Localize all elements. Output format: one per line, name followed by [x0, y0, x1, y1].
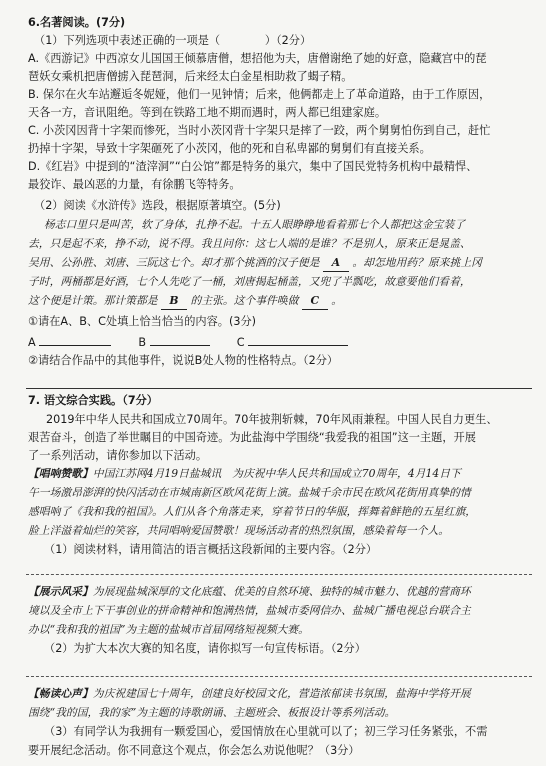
- passage-line5-text: 这个便是计策。那计策都是: [28, 294, 158, 307]
- passage-line3-rest: 。却怎地用药？原来挑上冈: [352, 256, 482, 269]
- sec1-question: （1）阅读材料，请用简洁的语言概括这段新闻的主要内容。（2分）: [44, 543, 378, 556]
- q6-sub1: ①请在A、B、C处填上恰当恰当的内容。(3分): [28, 315, 257, 328]
- sec1-line1-text: 中国江苏网4月19日盐城讯 为庆祝中华人民共和国成立70周年，4月14日下: [92, 467, 461, 480]
- input-a[interactable]: [39, 334, 111, 346]
- label-c: C: [236, 336, 245, 349]
- q6-option-a-line1: A.《西游记》中西凉女儿国国王倾慕唐僧，想招他为夫，唐僧谢绝了她的好意，隐藏宫中的琵: [28, 52, 487, 65]
- label-a: A: [28, 336, 36, 349]
- q6-part2-prompt: （2）阅读《水浒传》选段，根据原著填空。(5分): [34, 199, 281, 212]
- passage-line1: 杨志口里只是叫苦，软了身体，扎挣不起。十五人眼睁睁地看着那七个人都把这金宝装了: [44, 218, 466, 231]
- answer-blank-c[interactable]: C: [302, 293, 328, 310]
- q6-option-c-line2: 扔掉十字架，导致十字架砸死了小茨冈，他的死和自私卑鄙的舅舅们有直接关系。: [28, 142, 431, 155]
- sec3-line1: [28, 686, 532, 702]
- sec2-line1-text: 为展现盐城深厚的文化底蕴、优美的自然环境、独特的城市魅力、优越的营商环: [92, 585, 471, 598]
- answer-line-3: [26, 676, 532, 677]
- answer-line-1: [26, 388, 532, 389]
- passage-line5-mid: 的主张。这个事件唤做: [190, 294, 299, 307]
- q6-part1-prompt: （1）下列选项中表述正确的一项是（ ）（2分）: [34, 34, 312, 47]
- input-b[interactable]: [150, 334, 210, 346]
- sec1-line3: 感唱响了《我和我的祖国》。人们从各个角落走来，穿着节日的华服，挥舞着鲜艳的五星红旗，: [28, 505, 477, 518]
- sec2-question: （2）为扩大本次大赛的知名度，请你拟写一句宣传标语。（2分）: [44, 642, 366, 655]
- answer-row-abc: [28, 334, 532, 351]
- sec1-tag: 【唱响赞歌】: [28, 467, 93, 480]
- sec2-tag: 【展示风采】: [28, 585, 93, 598]
- q7-intro-line3: 了一系列活动，请你参加以下活动。: [28, 449, 208, 462]
- sec2-line1: [28, 584, 532, 600]
- answer-line-2: [26, 574, 532, 575]
- sec3-question-line2: 要开展纪念活动。你不同意这个观点，你会怎么劝说他呢？（3分）: [28, 744, 360, 757]
- sec2-line3: 办以“我和我的祖国”为主题的盐城市首届网络短视频大赛。: [28, 623, 309, 636]
- label-b: B: [138, 336, 147, 349]
- sec2-line2: 境以及全市上下干事创业的拼命精神和饱满热情，盐城市委网信办、盐城广播电视总台联合主: [28, 604, 471, 617]
- answer-blank-b[interactable]: B: [161, 293, 187, 310]
- passage-line5: [28, 293, 532, 310]
- q6-option-d-line2: 最狡诈、最凶恶的力量，有徐鹏飞等特务。: [28, 178, 241, 191]
- q6-option-b-line1: B. 保尔在火车站邂逅冬妮娅，他们一见钟情；后来，他俩都走上了革命道路，由于工作原因，: [28, 88, 491, 101]
- q7-title: 7. 语文综合实践。（7分）: [28, 394, 158, 407]
- passage-line3-text: 吴用、公孙胜、刘唐、三阮这七个。却才那个挑酒的汉子便是: [28, 256, 320, 269]
- sec1-line1: [28, 466, 532, 482]
- sec3-question-line1: （3）有同学认为我拥有一颗爱国心，爱国情放在心里就可以了；初三学习任务紧张，不需: [44, 725, 488, 738]
- input-c[interactable]: [248, 334, 348, 346]
- q6-option-c-line1: C. 小茨冈因背十字架而惨死，当时小茨冈背十字架只是摔了一跤，两个舅舅怕伤到自己，赶忙: [28, 124, 491, 137]
- sec3-line2: 围绕“我的国，我的家”为主题的诗歌朗诵、主题班会、板报设计等系列活动。: [28, 706, 396, 719]
- q6-title: 6.名著阅读。(7分): [28, 16, 126, 29]
- q6-option-a-line2: 琶妖女乘机把唐僧掳入琵琶洞，后来经太白金星相助救了蝎子精。: [28, 70, 353, 83]
- answer-blank-a[interactable]: A: [323, 255, 349, 272]
- sec1-line2: 午一场激昂澎湃的快闪活动在市城南新区欧风花街上演。盐城千余市民在欧风花街用真挚的情: [28, 486, 471, 499]
- passage-line2: 去，只是起不来，挣不动，说不得。我且问你：这七人端的是谁？不是别人，原来正是晁盖、: [28, 237, 471, 250]
- sec3-line1-text: 为庆祝建国七十周年，创建良好校园文化，营造浓郁读书氛围，盐海中学将开展: [92, 687, 471, 700]
- q6-option-d-line1: D.《红岩》中提到的“渣滓洞”“白公馆”都是特务的巢穴，集中了国民党特务机构中最精悍、: [28, 160, 478, 173]
- passage-line5-end: 。: [331, 294, 343, 307]
- q7-intro-line2: 艰苦奋斗，创造了举世瞩目的中国奇迹。为此盐海中学围绕“我爱我的祖国”这一主题，开展: [28, 431, 476, 444]
- passage-line3: [28, 255, 532, 272]
- q7-intro-line1: 2019年中华人民共和国成立70周年。70年披荆斩棘，70年风雨兼程。中国人民自力更生、: [46, 413, 498, 426]
- passage-line4: 子时，两桶都是好酒，七个人先吃了一桶，刘唐揭起桶盖，又兜了半瓢吃，故意要他们看着，: [28, 275, 471, 288]
- sec3-tag: 【畅读心声】: [28, 687, 93, 700]
- q6-option-b-line2: 天各一方，音讯阻绝。等到在铁路工地不期而遇时，两人都已组建家庭。: [28, 106, 387, 119]
- sec1-line4: 脸上洋溢着灿烂的笑容，共同唱响爱国赞歌！现场活动者的热烈氛围，感染着每一个人。: [28, 524, 450, 537]
- q6-sub2: ②请结合作品中的其他事件，说说B处人物的性格特点。（2分）: [28, 354, 339, 367]
